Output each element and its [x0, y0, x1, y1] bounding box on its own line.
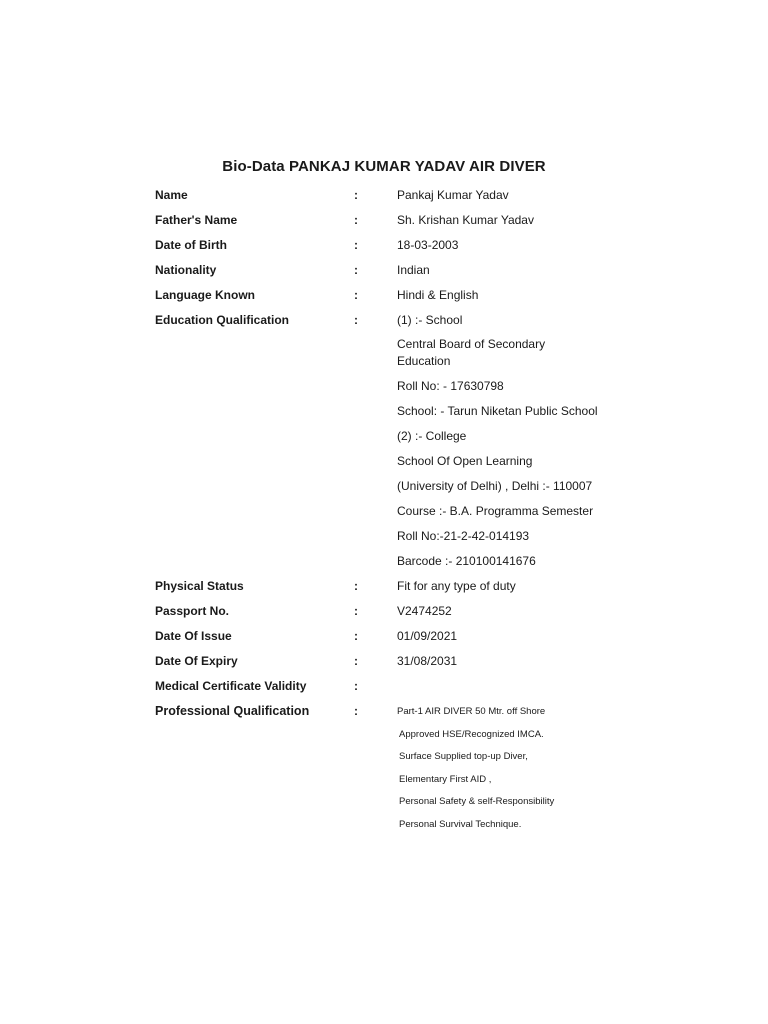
field-label: Medical Certificate Validity	[155, 679, 307, 693]
field-row-name	[0, 188, 768, 208]
education-line: (University of Delhi) , Delhi :- 110007	[397, 479, 593, 493]
field-label: Education Qualification	[155, 313, 290, 327]
field-row-physical-status	[0, 579, 768, 599]
education-line: Roll No: - 17630798	[397, 379, 504, 393]
field-value: 01/09/2021	[397, 629, 458, 643]
field-separator: :	[354, 313, 358, 327]
field-separator: :	[354, 704, 358, 718]
professional-line: Part-1 AIR DIVER 50 Mtr. off Shore	[397, 706, 546, 717]
professional-line: Approved HSE/Recognized IMCA.	[399, 729, 544, 740]
field-value: 31/08/2031	[397, 654, 458, 668]
field-row-professional-qualification	[0, 704, 768, 724]
field-separator: :	[354, 604, 358, 618]
field-value: Indian	[397, 263, 430, 277]
field-separator: :	[354, 213, 358, 227]
field-separator: :	[354, 679, 358, 693]
document-title: Bio-Data PANKAJ KUMAR YADAV AIR DIVER	[222, 158, 546, 175]
field-row-date-of-birth	[0, 238, 768, 258]
field-value: Sh. Krishan Kumar Yadav	[397, 213, 534, 227]
field-label: Date of Birth	[155, 238, 227, 252]
field-separator: :	[354, 629, 358, 643]
field-label: Language Known	[155, 288, 255, 302]
education-line: School: - Tarun Niketan Public School	[397, 404, 598, 418]
field-row-father-name	[0, 213, 768, 233]
education-line: (2) :- College	[397, 429, 467, 443]
field-row-passport-no	[0, 604, 768, 624]
field-row-medical-certificate	[0, 679, 768, 699]
field-label: Date Of Expiry	[155, 654, 238, 668]
field-separator: :	[354, 579, 358, 593]
field-row-language-known	[0, 288, 768, 308]
field-label: Father's Name	[155, 213, 238, 227]
professional-line: Surface Supplied top-up Diver,	[399, 751, 528, 762]
field-label: Name	[155, 188, 188, 202]
field-separator: :	[354, 654, 358, 668]
education-line: Roll No:-21-2-42-014193	[397, 529, 530, 543]
field-row-nationality	[0, 263, 768, 283]
field-value: Hindi & English	[397, 288, 479, 302]
field-value: 18-03-2003	[397, 238, 459, 252]
education-line: School Of Open Learning	[397, 454, 533, 468]
professional-line: Personal Survival Technique.	[399, 819, 522, 830]
education-line: Barcode :- 210100141676	[397, 554, 536, 568]
field-label: Professional Qualification	[155, 704, 310, 718]
education-line: Course :- B.A. Programma Semester	[397, 504, 594, 518]
field-value: Fit for any type of duty	[397, 579, 516, 593]
field-separator: :	[354, 288, 358, 302]
field-separator: :	[354, 263, 358, 277]
education-line: Central Board of Secondary Education	[397, 337, 546, 368]
professional-line: Elementary First AID ,	[399, 774, 492, 785]
field-separator: :	[354, 188, 358, 202]
field-value: V2474252	[397, 604, 452, 618]
field-row-date-of-issue	[0, 629, 768, 649]
field-separator: :	[354, 238, 358, 252]
field-label: Passport No.	[155, 604, 230, 618]
field-label: Physical Status	[155, 579, 244, 593]
field-value: Pankaj Kumar Yadav	[397, 188, 509, 202]
education-line: (1) :- School	[397, 313, 463, 327]
field-label: Nationality	[155, 263, 217, 277]
professional-line: Personal Safety & self-Responsibility	[399, 796, 555, 807]
field-row-education	[0, 313, 768, 333]
field-label: Date Of Issue	[155, 629, 232, 643]
field-row-date-of-expiry	[0, 654, 768, 674]
